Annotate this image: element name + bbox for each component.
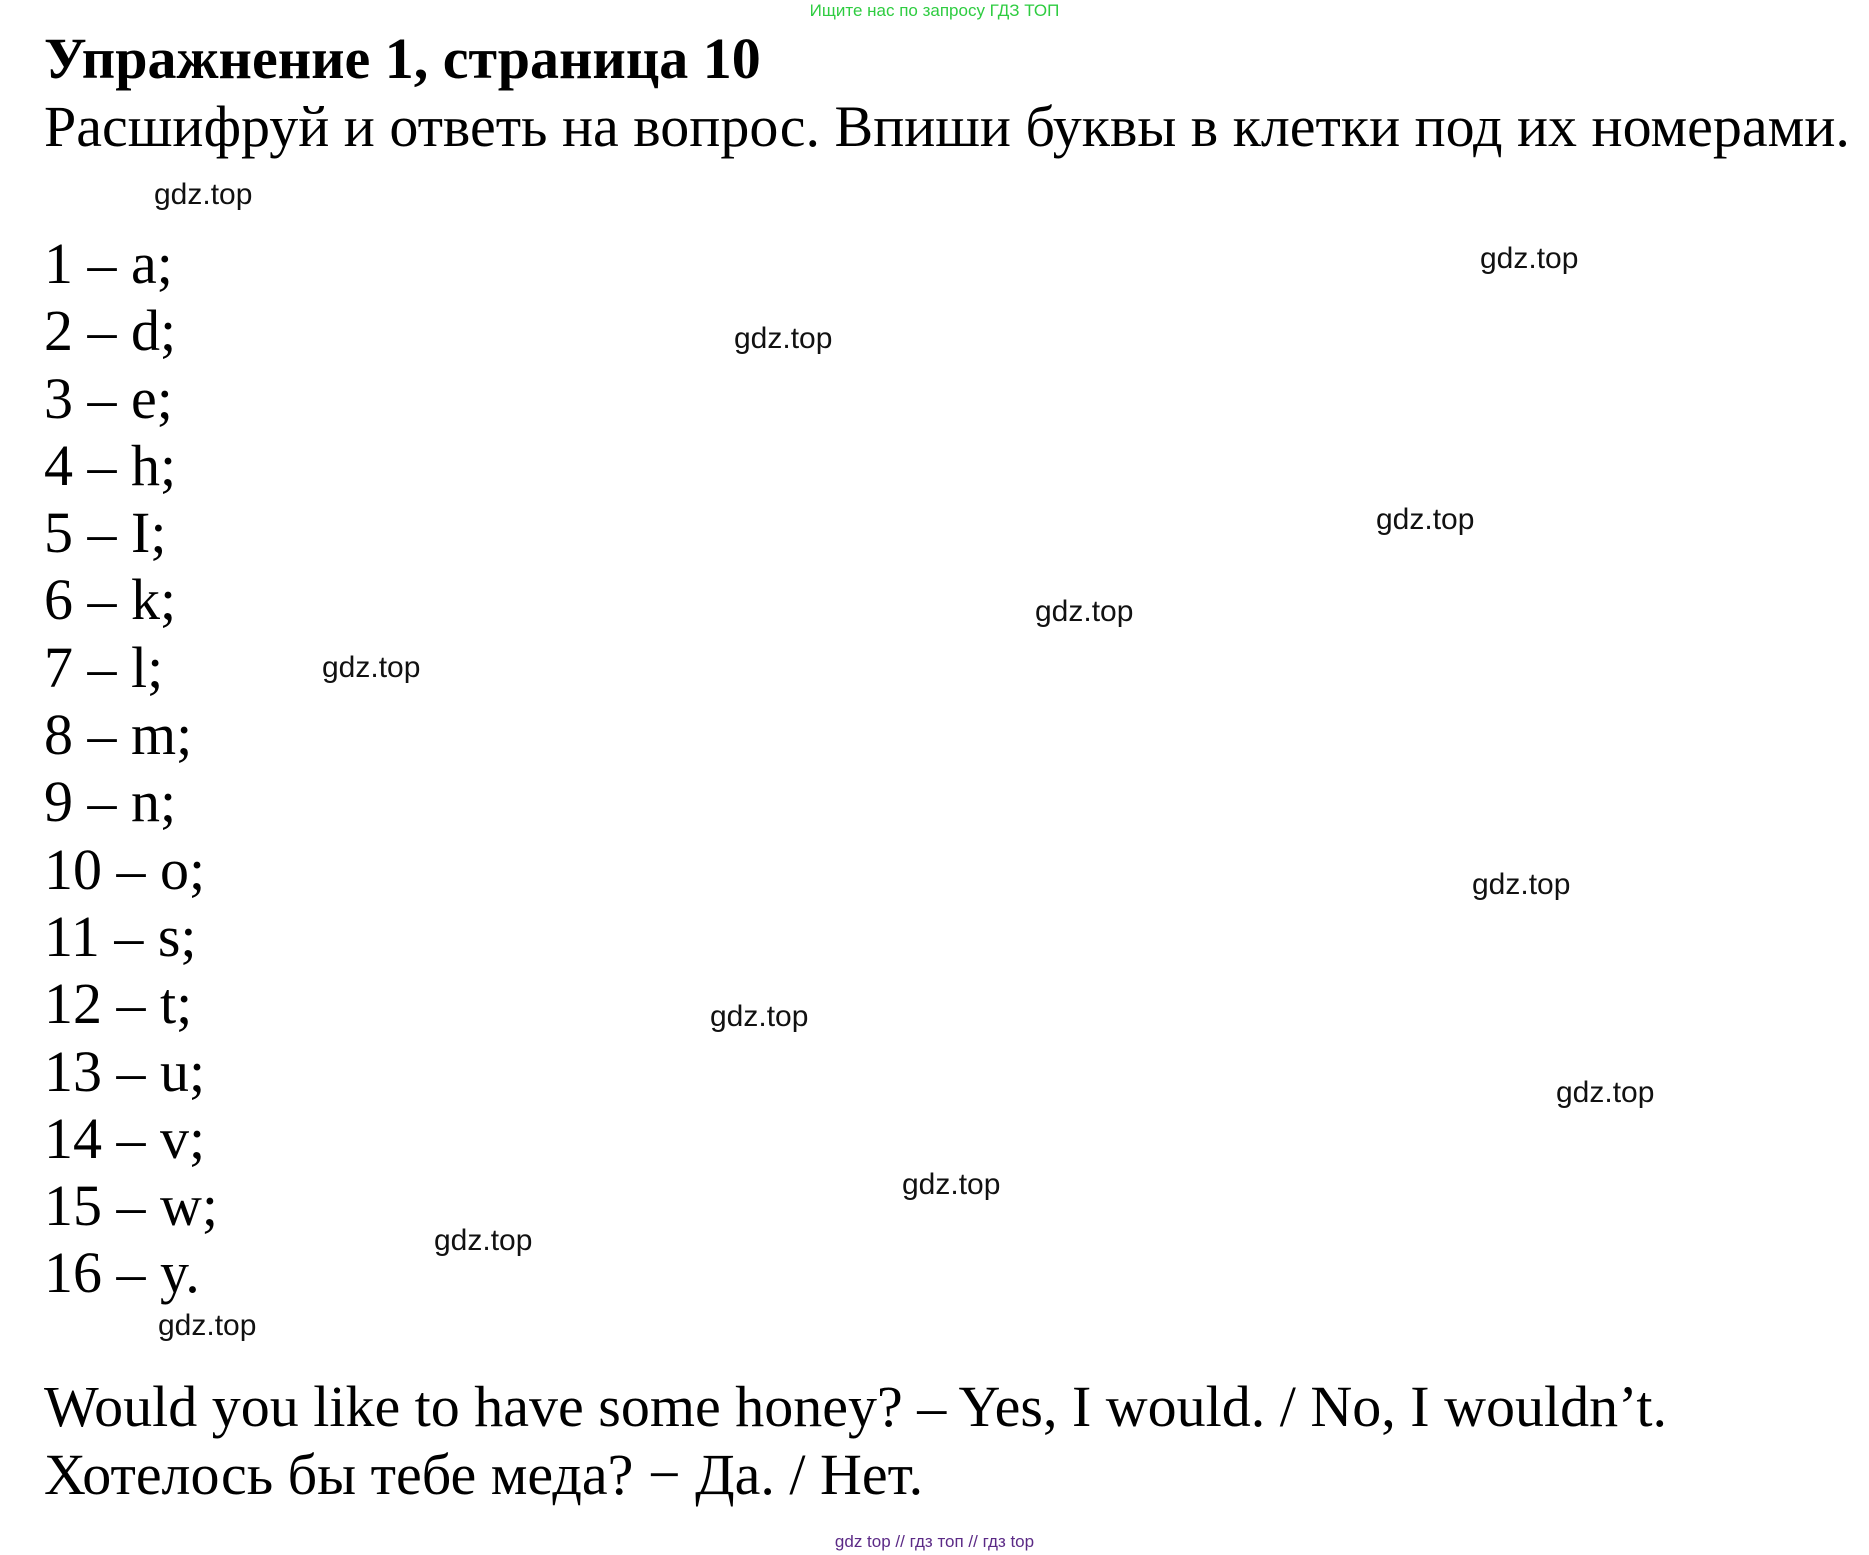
watermark: gdz.top [1035, 595, 1134, 628]
watermark: gdz.top [902, 1168, 1001, 1201]
watermark: gdz.top [710, 1000, 809, 1033]
watermark: gdz.top [734, 322, 833, 355]
watermark: gdz.top [434, 1224, 533, 1257]
answer-list [44, 230, 218, 1307]
answer-item: 14 – v; [44, 1105, 206, 1171]
answer-item: 10 – o; [44, 836, 206, 902]
answer-item: 8 – m; [44, 702, 193, 768]
footer-watermark: gdz top // гдз топ // гдз top [834, 1532, 1035, 1551]
exercise-instruction: Расшифруй и ответь на вопрос. Впиши буквы в клетки под их номерами. [44, 94, 1850, 159]
answer-sentence-english: Would you like to have some honey? – Yes, I would. / No, I wouldn’t. [44, 1374, 1667, 1439]
watermark: gdz.top [1472, 868, 1571, 901]
watermark: gdz.top [1376, 503, 1475, 536]
answer-item: 3 – e; [44, 365, 173, 431]
answer-item: 16 – y. [44, 1240, 200, 1306]
answer-item: 7 – l; [44, 634, 164, 700]
top-banner: Ищите нас по запросу ГДЗ ТОП [809, 1, 1060, 20]
watermark: gdz.top [154, 178, 253, 211]
answer-item: 15 – w; [44, 1173, 218, 1239]
watermark: gdz.top [1556, 1076, 1655, 1109]
answer-item: 1 – a; [44, 231, 173, 296]
watermark: gdz.top [158, 1309, 257, 1342]
answer-item: 5 – I; [44, 500, 167, 566]
answer-item: 12 – t; [44, 971, 193, 1037]
watermark: gdz.top [1480, 242, 1579, 275]
watermark: gdz.top [322, 651, 421, 684]
answer-item: 9 – n; [44, 769, 177, 835]
answer-sentence-russian: Хотелось бы тебе меда? − Да. / Нет. [44, 1442, 924, 1507]
page-title: Упражнение 1, страница 10 [44, 26, 761, 91]
answer-item: 6 – k; [44, 567, 177, 633]
answer-item: 2 – d; [44, 298, 177, 364]
answer-item: 11 – s; [44, 903, 197, 969]
answer-item: 4 – h; [44, 432, 177, 498]
answer-item: 13 – u; [44, 1038, 206, 1104]
